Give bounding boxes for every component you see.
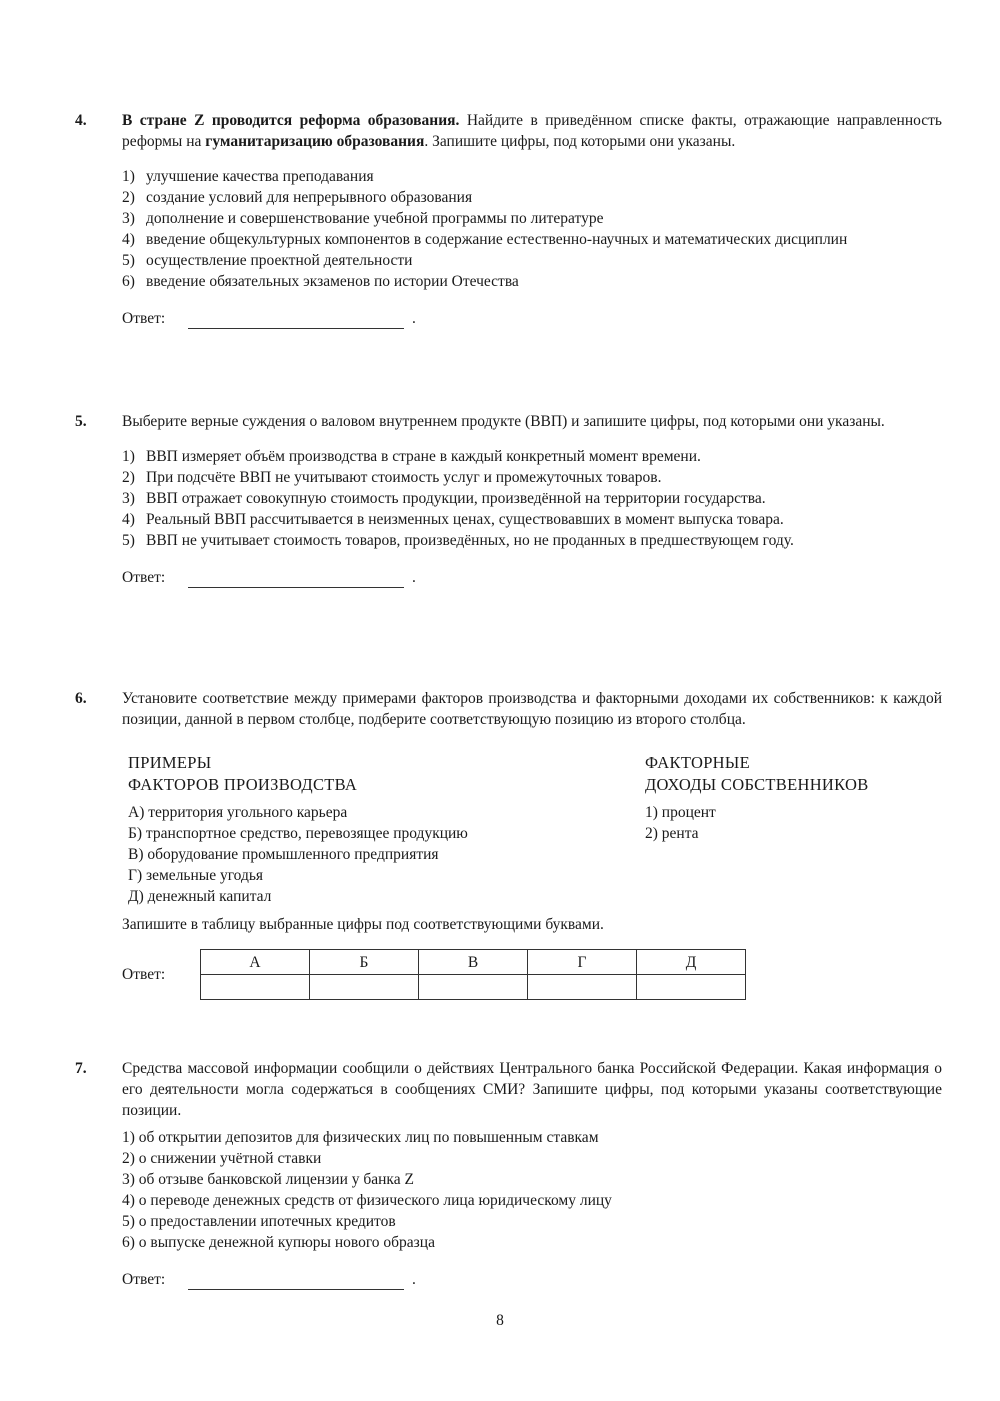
option-label: об отзыве банковской лицензии у банка Z xyxy=(138,1171,414,1188)
option-text: ВВП не учитывает стоимость товаров, произведённых, но не проданных в предшествующем году. xyxy=(146,532,794,549)
list-item: 1) процент xyxy=(645,804,716,821)
list-item xyxy=(122,166,942,187)
answer-cell[interactable] xyxy=(201,975,310,1000)
list-item xyxy=(122,467,942,488)
answer-cell[interactable] xyxy=(528,975,637,1000)
column-heading: ФАКТОРНЫЕ xyxy=(645,753,750,772)
option-text: введение обязательных экзаменов по истории Отечества xyxy=(146,273,519,290)
option-number: 5) xyxy=(122,1213,135,1230)
answer-table-row xyxy=(122,949,942,1000)
option-label: о снижении учётной ставки xyxy=(138,1150,322,1167)
list-item: Б) транспортное средство, перевозящее продукцию xyxy=(128,825,468,842)
option-text xyxy=(122,1148,942,1169)
answer-label: Ответ: xyxy=(122,1271,166,1288)
list-item xyxy=(122,208,942,229)
list-item: А) территория угольного карьера xyxy=(128,804,348,821)
task-number: 6. xyxy=(75,690,87,707)
list-item: Г) земельные угодья xyxy=(128,867,264,884)
task-statement: Средства массовой информации сообщили о действиях Центрального банка Российской Федерации. Какая информация о его деятельности могла содержаться в сообщениях СМИ? Запишите цифры, под которыми указаны соответствующие позиции. xyxy=(122,1060,942,1119)
option-number: 3) xyxy=(122,490,135,507)
option-label: о предоставлении ипотечных кредитов xyxy=(138,1213,396,1230)
list-item xyxy=(122,509,942,530)
option-text xyxy=(122,1190,942,1211)
option-text: создание условий для непрерывного образования xyxy=(146,189,473,206)
list-item xyxy=(122,187,942,208)
matching-columns xyxy=(122,752,942,905)
option-number: 2) xyxy=(122,469,135,486)
list-item: В) оборудование промышленного предприятия xyxy=(128,846,439,863)
column-examples xyxy=(128,752,628,907)
statement-lead: В стране Z проводится реформа образования. xyxy=(122,112,460,129)
list-item xyxy=(122,446,942,467)
task-number: 4. xyxy=(75,112,87,129)
option-label: об открытии депозитов для физических лиц по повышенным ставкам xyxy=(138,1129,599,1146)
list-item xyxy=(122,1190,942,1211)
option-number: 1) xyxy=(122,448,135,465)
list-item xyxy=(122,1169,942,1190)
answer-row xyxy=(122,308,942,329)
option-text: улучшение качества преподавания xyxy=(146,168,374,185)
table-header-cell: Б xyxy=(310,950,419,975)
instruction-text: Запишите в таблицу выбранные цифры под соответствующими буквами. xyxy=(122,916,604,933)
option-text: введение общекультурных компонентов в содержание естественно-научных и математических дисциплин xyxy=(146,231,848,248)
column-heading: ФАКТОРОВ ПРОИЗВОДСТВА xyxy=(128,775,358,794)
task-number: 5. xyxy=(75,413,87,430)
option-number: 3) xyxy=(122,1171,135,1188)
task-statement: Выберите верные суждения о валовом внутреннем продукте (ВВП) и запишите цифры, под которыми они указаны. xyxy=(122,413,885,430)
statement-focus: гуманитаризацию образования xyxy=(205,133,425,150)
option-number: 4) xyxy=(122,511,135,528)
option-number: 6) xyxy=(122,273,135,290)
answer-cell[interactable] xyxy=(419,975,528,1000)
option-number: 5) xyxy=(122,532,135,549)
answer-label: Ответ: xyxy=(122,569,166,586)
column-heading: ПРИМЕРЫ xyxy=(128,753,212,772)
answer-dot: . xyxy=(412,1271,416,1288)
option-number: 1) xyxy=(122,168,135,185)
option-number: 2) xyxy=(122,1150,135,1167)
answer-input-line[interactable] xyxy=(188,571,404,588)
table-header-cell: Д xyxy=(637,950,746,975)
options-list xyxy=(122,166,942,292)
option-number: 6) xyxy=(122,1234,135,1251)
option-label: о выпуске денежной купюры нового образца xyxy=(138,1234,435,1251)
answer-row xyxy=(122,567,942,588)
table-header-cell: Г xyxy=(528,950,637,975)
answer-cell[interactable] xyxy=(310,975,419,1000)
column-heading: ДОХОДЫ СОБСТВЕННИКОВ xyxy=(645,775,869,794)
answer-label: Ответ: xyxy=(122,966,166,983)
option-text: При подсчёте ВВП не учитывают стоимость услуг и промежуточных товаров. xyxy=(146,469,662,486)
list-item xyxy=(122,229,942,250)
option-label: о переводе денежных средств от физического лица юридическому лицу xyxy=(138,1192,612,1209)
list-item xyxy=(122,488,942,509)
answer-input-line[interactable] xyxy=(188,1273,404,1290)
answer-table xyxy=(200,949,746,1000)
answer-label: Ответ: xyxy=(122,310,166,327)
option-text xyxy=(122,1169,942,1190)
answer-input-line[interactable] xyxy=(188,312,404,329)
answer-dot: . xyxy=(412,310,416,327)
list-item xyxy=(122,530,942,551)
page-number: 8 xyxy=(496,1312,504,1329)
list-item xyxy=(122,250,942,271)
option-number: 5) xyxy=(122,252,135,269)
option-number: 2) xyxy=(122,189,135,206)
list-item xyxy=(122,1211,942,1232)
option-number: 4) xyxy=(122,231,135,248)
options-list xyxy=(122,1127,942,1253)
list-item: 2) рента xyxy=(645,825,699,842)
statement-text: Найдите в приведённом списке факты, отражающие направленность реформы на xyxy=(122,112,942,150)
option-text xyxy=(122,1232,942,1253)
answer-row xyxy=(122,1269,942,1290)
statement-text: . Запишите цифры, под которыми они указаны. xyxy=(424,133,736,150)
option-text: дополнение и совершенствование учебной программы по литературе xyxy=(146,210,604,227)
option-number: 4) xyxy=(122,1192,135,1209)
list-item xyxy=(122,1148,942,1169)
option-text: осуществление проектной деятельности xyxy=(146,252,413,269)
column-incomes xyxy=(645,752,945,844)
option-text xyxy=(122,1127,942,1148)
option-text: ВВП отражает совокупную стоимость продукции, произведённой на территории государства. xyxy=(146,490,766,507)
answer-cell[interactable] xyxy=(637,975,746,1000)
list-item xyxy=(122,1127,942,1148)
table-header-cell: В xyxy=(419,950,528,975)
table-header-cell: А xyxy=(201,950,310,975)
option-text: Реальный ВВП рассчитывается в неизменных ценах, существовавших в момент выпуска товара. xyxy=(146,511,784,528)
task-number: 7. xyxy=(75,1060,87,1077)
list-item: Д) денежный капитал xyxy=(128,888,272,905)
list-item xyxy=(122,271,942,292)
option-number: 1) xyxy=(122,1129,135,1146)
options-list xyxy=(122,446,942,551)
option-number: 3) xyxy=(122,210,135,227)
answer-dot: . xyxy=(412,569,416,586)
task-statement: Установите соответствие между примерами факторов производства и факторными доходами их собственников: к каждой позиции, данной в первом столбце, подберите соответствующую позицию из второго столбца. xyxy=(122,690,942,728)
task-statement xyxy=(122,110,942,152)
list-item xyxy=(122,1232,942,1253)
option-text xyxy=(122,1211,942,1232)
option-text: ВВП измеряет объём производства в стране в каждый конкретный момент времени. xyxy=(146,448,701,465)
